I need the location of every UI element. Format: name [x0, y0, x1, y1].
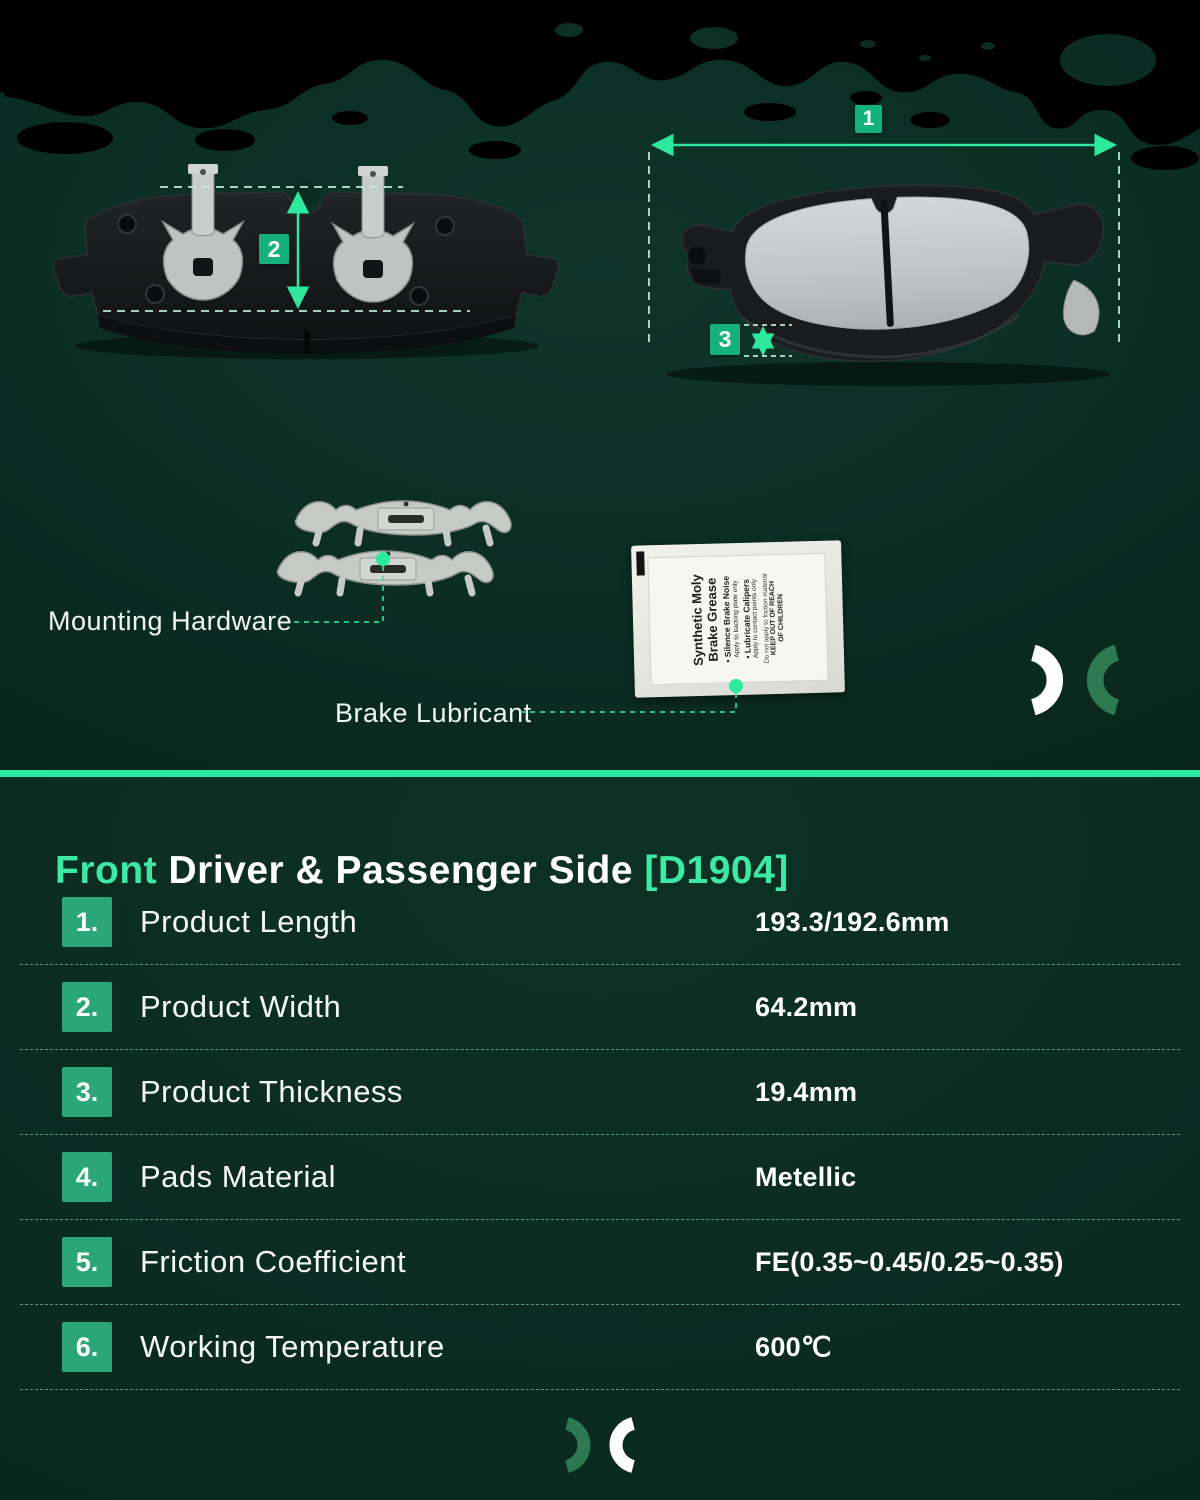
spec-row-value: 19.4mm: [755, 1076, 858, 1107]
packet-line: • Lubricate Calipers: [740, 578, 753, 659]
lubricant-packet-mark: [636, 551, 645, 575]
spec-row: [20, 1220, 1180, 1305]
spec-row-value: 600℃: [755, 1331, 832, 1362]
spec-row-label: Product Width: [140, 989, 342, 1024]
spec-row-label: Product Length: [140, 904, 358, 939]
brand-logo-icon: [550, 1416, 650, 1474]
spec-row-number-badge: 1.: [62, 897, 112, 947]
spec-row-label: Product Thickness: [140, 1074, 403, 1109]
spec-row-value: 193.3/192.6mm: [755, 906, 950, 937]
brand-logo-icon: [1012, 644, 1138, 716]
spec-table: [20, 880, 1180, 1390]
spec-row-value: 64.2mm: [755, 991, 858, 1022]
spec-row-number-badge: 4.: [62, 1152, 112, 1202]
packet-title: Brake Grease: [703, 577, 721, 662]
packet-line: OF CHILDREN: [776, 593, 786, 642]
spec-row-number-badge: 6.: [62, 1322, 112, 1372]
section-title-rest: Driver & Passenger Side: [168, 849, 634, 893]
dimension-badge-3: 3: [710, 324, 740, 355]
spec-row: [20, 1305, 1180, 1390]
packet-line: Apply to contact points only: [751, 578, 761, 659]
brake-lubricant-label: Brake Lubricant: [335, 698, 532, 728]
specs-section: [0, 777, 1200, 1500]
dimension-badge-1: 1: [855, 105, 882, 133]
spec-row-number-badge: 3.: [62, 1067, 112, 1117]
brake-pad-back-photo: [45, 160, 565, 360]
packet-line: KEEP OUT OF REACH: [768, 580, 778, 656]
packet-line: Apply to backing plate only: [731, 580, 741, 658]
spec-row: [20, 1135, 1180, 1220]
lubricant-packet-text: [689, 545, 787, 693]
spec-row-label: Friction Coefficient: [140, 1244, 407, 1279]
spec-row-number-badge: 5.: [62, 1237, 112, 1287]
spec-row-value: Metellic: [755, 1161, 857, 1192]
packet-line: Do not apply to friction material: [761, 573, 771, 664]
spec-row-value: FE(0.35~0.45/0.25~0.35): [755, 1246, 1064, 1277]
spec-row: [20, 965, 1180, 1050]
dimension-badge-2: 2: [259, 234, 289, 264]
lubricant-packet: [631, 540, 845, 697]
packet-line: • Silence Brake Noise: [720, 575, 733, 663]
spec-row: [20, 1050, 1180, 1135]
spec-row-number-badge: 2.: [62, 982, 112, 1032]
packet-title: Synthetic Moly: [688, 574, 706, 667]
section-title-highlight: Front: [55, 849, 158, 893]
spec-row-label: Pads Material: [140, 1159, 337, 1194]
spec-row-label: Working Temperature: [140, 1329, 445, 1364]
section-divider: [0, 770, 1200, 777]
section-title-code: [D1904]: [644, 849, 789, 893]
mounting-hardware-photo: [268, 470, 528, 605]
mounting-hardware-label: Mounting Hardware: [48, 606, 293, 636]
spec-row: [20, 880, 1180, 965]
